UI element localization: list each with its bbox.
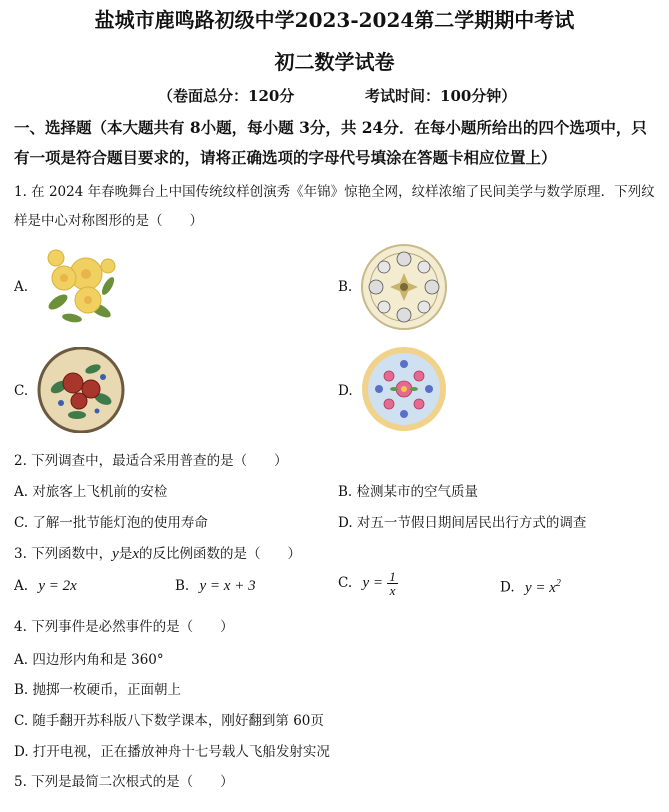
q1-option-a-label: A.	[14, 279, 29, 295]
q2-option-b: B. 检测某市的空气质量	[338, 484, 479, 500]
q3-option-d-exponent: 2	[555, 578, 561, 589]
q3-stem-x: x	[132, 546, 140, 562]
q4-option-d: D. 打开电视，正在播放神舟十七号载人飞船发射实况	[14, 744, 330, 760]
q3-option-c	[338, 570, 398, 597]
exam-title: 盐城市鹿鸣路初级中学2023-2024第二学期期中考试	[94, 8, 575, 32]
q1-image-d-floral-plate	[361, 346, 447, 432]
q3-option-a-expr: y = 2x	[38, 578, 77, 594]
exam-subtitle: 初二数学试卷	[274, 50, 395, 74]
total-score: （卷面总分：120分	[158, 87, 295, 105]
q3-option-a-label: A.	[14, 578, 29, 594]
q2-option-d: D. 对五一节假日期间居民出行方式的调查	[338, 515, 587, 531]
q3-option-c-numerator: 1	[389, 569, 396, 584]
q1-option-c-label: C.	[14, 383, 29, 399]
q3-option-c-denominator: x	[389, 583, 396, 598]
q3-option-a	[14, 578, 77, 595]
q1-image-b-plate-pattern	[360, 243, 448, 331]
q4-option-b: B. 抛掷一枚硬币，正面朝上	[14, 682, 182, 698]
section-heading-line2: 有一项是符合题目要求的，请将正确选项的字母代号填涂在答题卡相应位置上）	[14, 148, 557, 167]
q2-stem: 2. 下列调查中，最适合采用普查的是（ ）	[14, 453, 288, 469]
q2-option-c: C. 了解一批节能灯泡的使用寿命	[14, 515, 208, 531]
q1-image-c-roses	[37, 347, 125, 433]
section-heading-line1: 一、选择题（本大题共有 8小题，每小题 3分，共 24分．在每小题所给出的四个选项中，只	[14, 118, 647, 137]
q3-option-b-label: B.	[175, 578, 190, 594]
q3-option-c-left: y =	[362, 575, 383, 591]
q2-option-a: A. 对旅客上飞机前的安检	[14, 484, 168, 500]
q3-option-b	[175, 578, 256, 595]
q4-option-a: A. 四边形内角和是 360°	[14, 652, 164, 668]
q5-stem: 5. 下列是最简二次根式的是（ ）	[14, 774, 234, 790]
q4-stem: 4. 下列事件是必然事件的是（ ）	[14, 619, 234, 635]
q3-stem-pre: 3. 下列函数中，	[14, 546, 113, 562]
q3-stem	[14, 542, 301, 563]
q1-stem-line2: 样是中心对称图形的是（ ）	[14, 213, 203, 229]
q1-option-d-label: D.	[338, 383, 353, 399]
q3-option-c-fraction	[387, 570, 398, 597]
q3-option-d-label: D.	[500, 579, 515, 596]
q1-stem-line1: 1. 在 2024 年春晚舞台上中国传统纹样创演秀《年锦》惊艳全网，纹样浓缩了民间美学与数学原理．下列纹	[14, 184, 655, 200]
q3-stem-mid: 是	[118, 546, 133, 562]
q3-option-b-expr: y = x + 3	[199, 578, 256, 594]
q3-option-d	[500, 578, 561, 597]
q3-stem-y: y	[112, 546, 119, 562]
q3-option-c-label: C.	[338, 575, 353, 591]
exam-time: 考试时间：100分钟）	[365, 87, 517, 105]
q1-image-a-yellow-flowers	[38, 244, 124, 328]
q4-option-c: C. 随手翻开苏科版八下数学课本，刚好翻到第 60页	[14, 713, 324, 729]
q3-option-d-base: y = x	[524, 579, 556, 596]
q1-option-b-label: B.	[338, 279, 353, 295]
q3-stem-post: 的反比例函数的是（ ）	[139, 546, 302, 562]
